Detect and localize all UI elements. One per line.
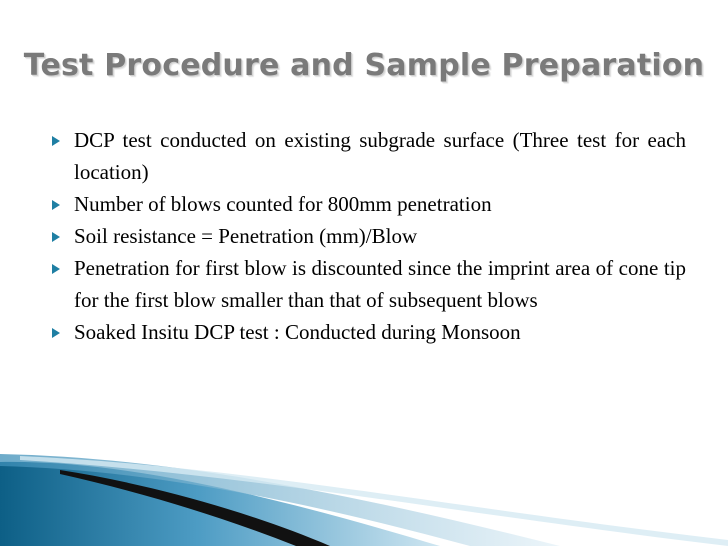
bullet-item: [52, 220, 686, 252]
slide-title: Test Procedure and Sample Preparation: [23, 48, 705, 83]
bullet-text: Soil resistance = Penetration (mm)/Blow: [74, 224, 418, 248]
bullet-icon: [52, 328, 60, 338]
swoosh-decoration-icon: [0, 440, 728, 546]
bullet-list: [52, 124, 686, 348]
bullet-item: [52, 316, 686, 348]
bullet-item: [52, 124, 686, 188]
bullet-icon: [52, 200, 60, 210]
bullet-text: Penetration for first blow is discounted since the imprint area of cone tip for the first blow smaller than that of subsequent blows: [74, 256, 686, 312]
bullet-text: Number of blows counted for 800mm penetration: [74, 192, 492, 216]
bullet-icon: [52, 136, 60, 146]
bullet-item: [52, 188, 686, 220]
bullet-text: DCP test conducted on existing subgrade surface (Three test for each location): [74, 128, 686, 184]
bullet-icon: [52, 232, 60, 242]
bullet-icon: [52, 264, 60, 274]
bullet-text: Soaked Insitu DCP test : Conducted during Monsoon: [74, 320, 521, 344]
bullet-item: [52, 252, 686, 316]
